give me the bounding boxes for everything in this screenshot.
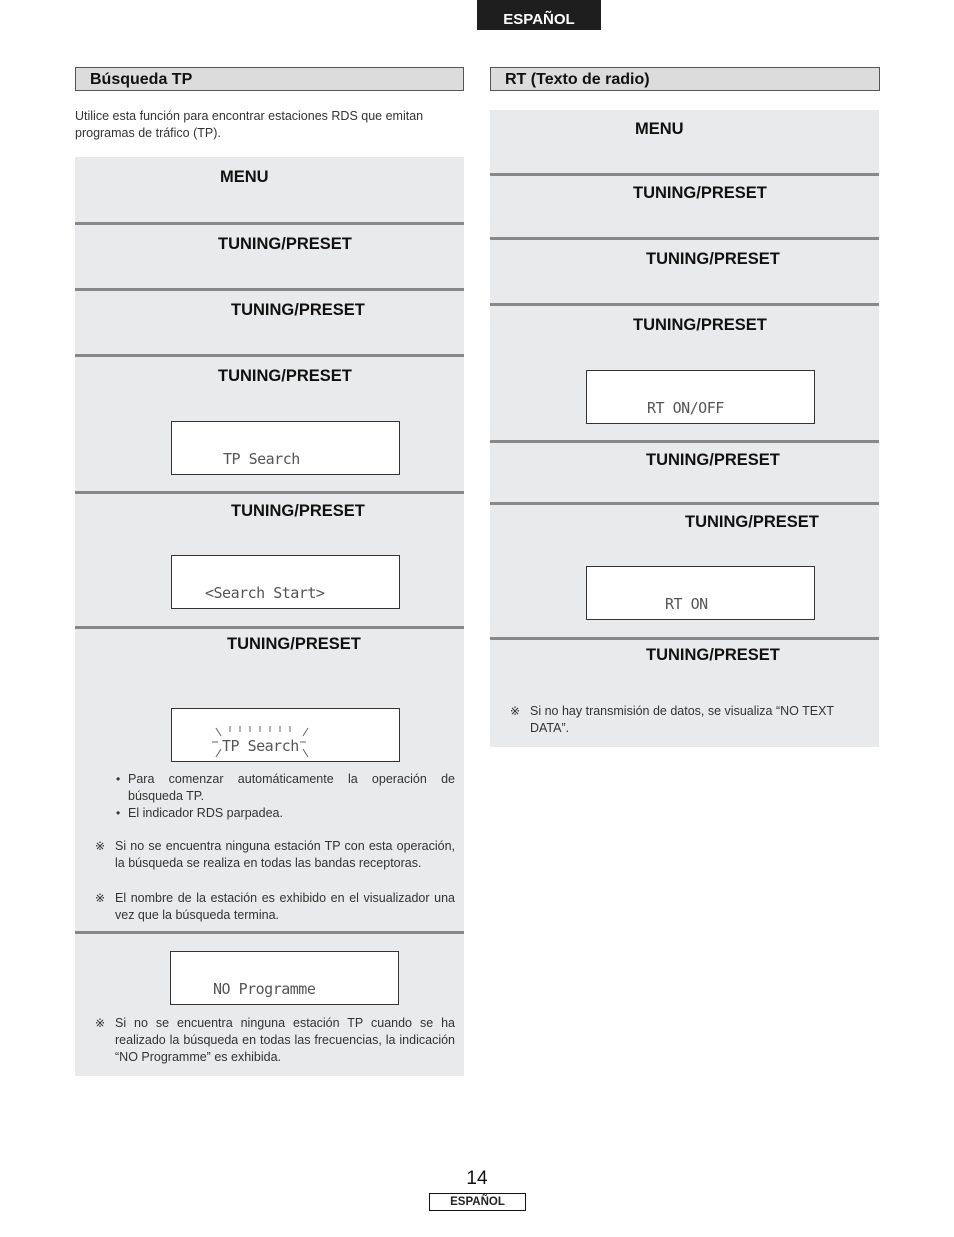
bullet-mark: • <box>116 772 121 786</box>
note-text: El nombre de la estación es exhibido en el visualizador una vez que la búsqueda termina. <box>115 891 455 922</box>
step-label-tuning-preset: TUNING/PRESET <box>685 513 819 531</box>
display-text: TP Search <box>223 450 300 468</box>
display-text: RT ON/OFF <box>647 399 724 417</box>
display-panel <box>586 370 815 424</box>
step-panel <box>75 157 464 222</box>
bullet-text: Para comenzar automáticamente la operación de búsqueda TP. <box>128 772 455 803</box>
step-label-tuning-preset: TUNING/PRESET <box>227 635 361 653</box>
display-text: <Search Start> <box>205 584 325 602</box>
step-label-tuning-preset: TUNING/PRESET <box>646 250 780 268</box>
footer-language: ESPAÑOL <box>429 1193 526 1211</box>
display-panel <box>171 708 400 762</box>
step-label-tuning-preset: TUNING/PRESET <box>633 184 767 202</box>
step-panel <box>490 110 879 173</box>
note-text: Si no se encuentra ninguna estación TP cuando se ha realizado la búsqueda en todas las frecuencias, la indicación “NO Programme” es exhibida. <box>115 1016 455 1064</box>
step-label-tuning-preset: TUNING/PRESET <box>218 235 352 253</box>
step-label-tuning-preset: TUNING/PRESET <box>646 646 780 664</box>
step-label-menu: MENU <box>635 120 684 138</box>
intro-text: Utilice esta función para encontrar estaciones RDS que emitan programas de tráfico (TP). <box>75 109 424 140</box>
note-mark: ※ <box>95 839 106 853</box>
language-tab: ESPAÑOL <box>477 0 601 30</box>
note-text: Si no hay transmisión de datos, se visualiza “NO TEXT DATA”. <box>530 704 834 735</box>
display-text: NO Programme <box>213 980 316 998</box>
step-label-tuning-preset: TUNING/PRESET <box>231 301 365 319</box>
bullet-text: El indicador RDS parpadea. <box>128 806 283 820</box>
display-panel <box>171 555 400 609</box>
section-title-radio-text: RT (Texto de radio) <box>490 67 880 91</box>
display-panel <box>170 951 399 1005</box>
note-mark: ※ <box>95 1016 106 1030</box>
display-panel <box>586 566 815 620</box>
section-title-tp-search: Búsqueda TP <box>75 67 464 91</box>
note-mark: ※ <box>510 704 521 718</box>
note-mark: ※ <box>95 891 106 905</box>
display-text: RT ON <box>665 595 708 613</box>
step-label-tuning-preset: TUNING/PRESET <box>633 316 767 334</box>
step-label-tuning-preset: TUNING/PRESET <box>231 502 365 520</box>
display-text: TP Search <box>222 737 299 755</box>
page-number: 14 <box>466 1168 488 1189</box>
bullet-mark: • <box>116 806 121 820</box>
step-label-tuning-preset: TUNING/PRESET <box>646 451 780 469</box>
note-text: Si no se encuentra ninguna estación TP con esta operación, la búsqueda se realiza en todas las bandas receptoras. <box>115 839 455 870</box>
step-label-tuning-preset: TUNING/PRESET <box>218 367 352 385</box>
display-panel <box>171 421 400 475</box>
step-label-menu: MENU <box>220 168 269 186</box>
